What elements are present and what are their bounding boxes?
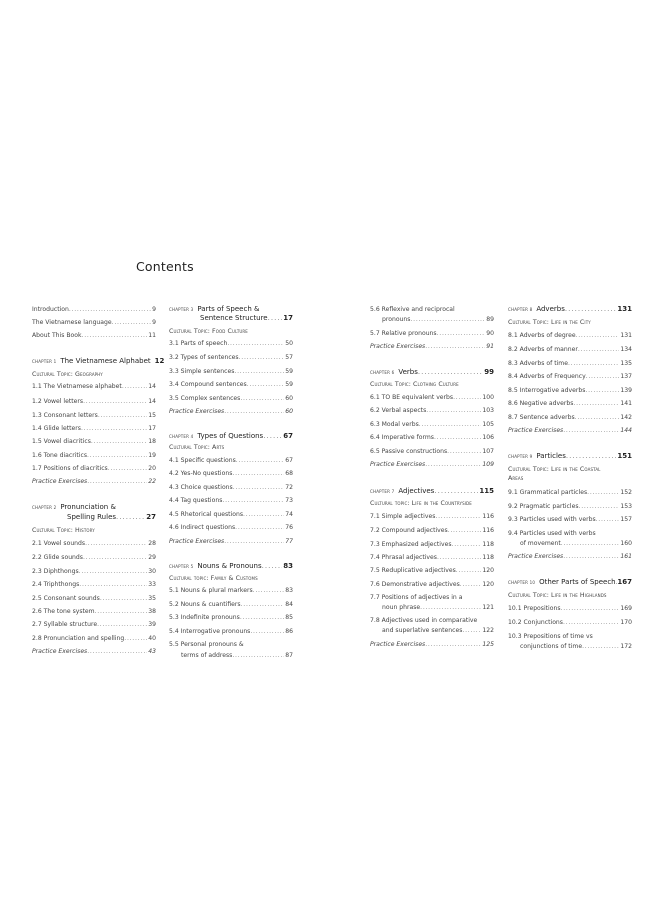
toc-entry[interactable]: 2.4 Triphthongs . . . 33 xyxy=(32,580,156,590)
toc-entry[interactable]: 5.4 Interrogative pronouns . . . 86 xyxy=(169,627,293,637)
cultural-topic-line2: Areas xyxy=(508,475,524,482)
toc-entry[interactable]: 10.1 Prepositions . . . 169 xyxy=(508,604,632,614)
toc-entry[interactable]: 4.6 Indirect questions . . . 76 xyxy=(169,523,293,533)
cultural-topic: Cultural Topic: History xyxy=(32,527,95,534)
toc-entry[interactable]: 3.3 Simple sentences . . . 59 xyxy=(169,367,293,377)
toc-entry[interactable]: 6.1 TO BE equivalent verbs . . . 100 xyxy=(370,393,494,403)
contents-title: Contents xyxy=(136,259,194,274)
cultural-topic: Cultural Topic: Clothing Culture xyxy=(370,381,459,388)
toc-entry[interactable]: 1.4 Glide letters . . . 17 xyxy=(32,424,156,434)
toc-entry[interactable]: Introduction . . . 9 xyxy=(32,305,156,315)
toc-entry[interactable]: 9.2 Pragmatic particles . . . 153 xyxy=(508,502,632,512)
toc-entry[interactable]: 1.3 Consonant letters . . . 15 xyxy=(32,411,156,421)
toc-entry[interactable]: 1.6 Tone diacritics . . . 19 xyxy=(32,451,156,461)
toc-entry-line2[interactable]: terms of address . . . 87 xyxy=(169,651,293,661)
toc-entry[interactable]: 2.6 The tone system . . . 38 xyxy=(32,607,156,617)
toc-entry[interactable]: 3.5 Complex sentences . . . 60 xyxy=(169,394,293,404)
practice-exercises-entry[interactable]: Practice Exercises . . . 144 xyxy=(508,426,632,436)
toc-entry[interactable]: 5.5 Personal pronouns & xyxy=(169,641,244,648)
toc-entry[interactable]: The Vietnamese language . . . 9 xyxy=(32,318,156,328)
toc-entry[interactable]: 7.5 Reduplicative adjectives . . . 120 xyxy=(370,566,494,576)
toc-entry[interactable]: 7.6 Demonstrative adjectives . . . 120 xyxy=(370,580,494,590)
toc-entry[interactable]: 1.2 Vowel letters . . . 14 xyxy=(32,397,156,407)
chapter-heading[interactable]: CHAPTER 7 Adjectives . . . 115 xyxy=(370,487,494,497)
toc-entry[interactable]: 2.7 Syllable structure . . . 39 xyxy=(32,620,156,630)
toc-entry[interactable]: 1.5 Vowel diacritics . . . 18 xyxy=(32,437,156,447)
cultural-topic: Cultural topic: Family & Customs xyxy=(169,575,258,582)
toc-entry[interactable]: 8.7 Sentence adverbs . . . 142 xyxy=(508,413,632,423)
toc-entry[interactable]: 5.3 Indefinite pronouns . . . 85 xyxy=(169,613,293,623)
toc-entry[interactable]: 6.2 Verbal aspects . . . 103 xyxy=(370,406,494,416)
cultural-topic: Cultural Topic: Life in the Highlands xyxy=(508,592,607,599)
chapter-heading[interactable]: CHAPTER 10 Other Parts of Speech . . . 167 xyxy=(508,578,632,588)
toc-entry[interactable]: 7.2 Compound adjectives . . . 116 xyxy=(370,526,494,536)
practice-exercises-entry[interactable]: Practice Exercises . . . 91 xyxy=(370,342,494,352)
toc-entry[interactable]: 2.2 Glide sounds . . . 29 xyxy=(32,553,156,563)
toc-entry[interactable]: 7.8 Adjectives used in comparative xyxy=(370,617,478,624)
chapter-heading-line2[interactable]: Sentence Structure . . . 17 xyxy=(169,314,293,324)
toc-entry[interactable]: 3.1 Parts of speech . . . 50 xyxy=(169,339,293,349)
toc-entry[interactable]: 7.1 Simple adjectives . . . 116 xyxy=(370,512,494,522)
toc-entry[interactable]: 2.1 Vowel sounds . . . 28 xyxy=(32,539,156,549)
chapter-heading[interactable]: CHAPTER 2 Pronunciation & xyxy=(32,503,116,511)
chapter-heading[interactable]: CHAPTER 8 Adverbs . . . 131 xyxy=(508,305,632,315)
chapter-heading[interactable]: CHAPTER 3 Parts of Speech & xyxy=(169,305,260,313)
toc-entry[interactable]: 7.4 Phrasal adjectives . . . 118 xyxy=(370,553,494,563)
cultural-topic: Cultural Topic: Arts xyxy=(169,444,225,451)
practice-exercises-entry[interactable]: Practice Exercises . . . 22 xyxy=(32,477,156,487)
cultural-topic: Cultural Topic: Food Culture xyxy=(169,328,248,335)
toc-entry[interactable]: 6.4 Imperative forms . . . 106 xyxy=(370,433,494,443)
practice-exercises-entry[interactable]: Practice Exercises . . . 60 xyxy=(169,407,293,417)
toc-entry[interactable]: 4.5 Rhetorical questions . . . 74 xyxy=(169,510,293,520)
toc-entry-line2[interactable]: of movement . . . 160 xyxy=(508,539,632,549)
chapter-heading[interactable]: CHAPTER 4 Types of Questions . . . 67 xyxy=(169,432,293,442)
toc-entry[interactable]: 8.5 Interrogative adverbs . . . 139 xyxy=(508,386,632,396)
toc-entry[interactable]: 8.6 Negative adverbs . . . 141 xyxy=(508,399,632,409)
toc-entry[interactable]: 4.3 Choice questions . . . 72 xyxy=(169,483,293,493)
toc-entry[interactable]: 1.1 The Vietnamese alphabet . . . 14 xyxy=(32,382,156,392)
toc-entry[interactable]: 10.2 Conjunctions . . . 170 xyxy=(508,618,632,628)
toc-entry[interactable]: 3.4 Compound sentences . . . 59 xyxy=(169,380,293,390)
toc-entry[interactable]: 8.2 Adverbs of manner . . . 134 xyxy=(508,345,632,355)
toc-entry[interactable]: 8.1 Adverbs of degree . . . 131 xyxy=(508,331,632,341)
toc-entry-line2[interactable]: noun phrase . . . 121 xyxy=(370,603,494,613)
toc-entry[interactable]: 7.7 Positions of adjectives in a xyxy=(370,594,463,601)
toc-entry-line2[interactable]: and superlative sentences . . . 122 xyxy=(370,626,494,636)
toc-entry-line2[interactable]: pronouns . . . 89 xyxy=(370,315,494,325)
toc-entry[interactable]: 2.8 Pronunciation and spelling . . . 40 xyxy=(32,634,156,644)
toc-entry[interactable]: 1.7 Positions of diacritics . . . 20 xyxy=(32,464,156,474)
practice-exercises-entry[interactable]: Practice Exercises . . . 125 xyxy=(370,640,494,650)
toc-entry[interactable]: 9.1 Grammatical particles . . . 152 xyxy=(508,488,632,498)
toc-entry[interactable]: 9.3 Particles used with verbs . . . 157 xyxy=(508,515,632,525)
toc-entry-line2[interactable]: conjunctions of time . . . 172 xyxy=(508,642,632,652)
toc-entry[interactable]: 5.6 Reflexive and reciprocal xyxy=(370,306,455,313)
toc-entry[interactable]: 5.1 Nouns & plural markers . . . 83 xyxy=(169,586,293,596)
cultural-topic: Cultural topic: Life in the Countryside xyxy=(370,500,472,507)
toc-entry[interactable]: 6.3 Modal verbs . . . 105 xyxy=(370,420,494,430)
toc-entry[interactable]: 2.3 Diphthongs . . . 30 xyxy=(32,567,156,577)
practice-exercises-entry[interactable]: Practice Exercises . . . 77 xyxy=(169,537,293,547)
toc-entry[interactable]: 3.2 Types of sentences . . . 57 xyxy=(169,353,293,363)
toc-entry[interactable]: About This Book . . . 11 xyxy=(32,331,156,341)
toc-entry[interactable]: 4.2 Yes-No questions . . . 68 xyxy=(169,469,293,479)
toc-entry[interactable]: 4.4 Tag questions . . . 73 xyxy=(169,496,293,506)
chapter-heading[interactable]: CHAPTER 5 Nouns & Pronouns . . . 83 xyxy=(169,562,293,572)
toc-entry[interactable]: 7.3 Emphasized adjectives . . . 118 xyxy=(370,540,494,550)
toc-entry[interactable]: 8.3 Adverbs of time . . . 135 xyxy=(508,359,632,369)
chapter-heading-line2[interactable]: Spelling Rules . . . 27 xyxy=(32,513,156,523)
practice-exercises-entry[interactable]: Practice Exercises . . . 43 xyxy=(32,647,156,657)
practice-exercises-entry[interactable]: Practice Exercises . . . 109 xyxy=(370,460,494,470)
toc-entry[interactable]: 4.1 Specific questions . . . 67 xyxy=(169,456,293,466)
toc-entry[interactable]: 9.4 Particles used with verbs xyxy=(508,530,596,537)
practice-exercises-entry[interactable]: Practice Exercises . . . 161 xyxy=(508,552,632,562)
toc-entry[interactable]: 6.5 Passive constructions . . . 107 xyxy=(370,447,494,457)
cultural-topic: Cultural Topic: Life in the Coastal xyxy=(508,466,601,473)
chapter-heading[interactable]: CHAPTER 1 The Vietnamese Alphabet 12 xyxy=(32,357,165,365)
chapter-heading[interactable]: CHAPTER 6 Verbs . . . 99 xyxy=(370,368,494,378)
cultural-topic: Cultural Topic: Life in the City xyxy=(508,319,591,326)
cultural-topic: Cultural Topic: Geography xyxy=(32,371,103,378)
toc-entry[interactable]: 10.3 Prepositions of time vs xyxy=(508,633,593,640)
toc-entry[interactable]: 8.4 Adverbs of Frequency . . . 137 xyxy=(508,372,632,382)
chapter-heading[interactable]: CHAPTER 9 Particles . . . 151 xyxy=(508,452,632,462)
toc-entry[interactable]: 5.2 Nouns & cuantifiers . . . 84 xyxy=(169,600,293,610)
toc-entry[interactable]: 5.7 Relative pronouns . . . 90 xyxy=(370,329,494,339)
toc-entry[interactable]: 2.5 Consonant sounds . . . 35 xyxy=(32,594,156,604)
